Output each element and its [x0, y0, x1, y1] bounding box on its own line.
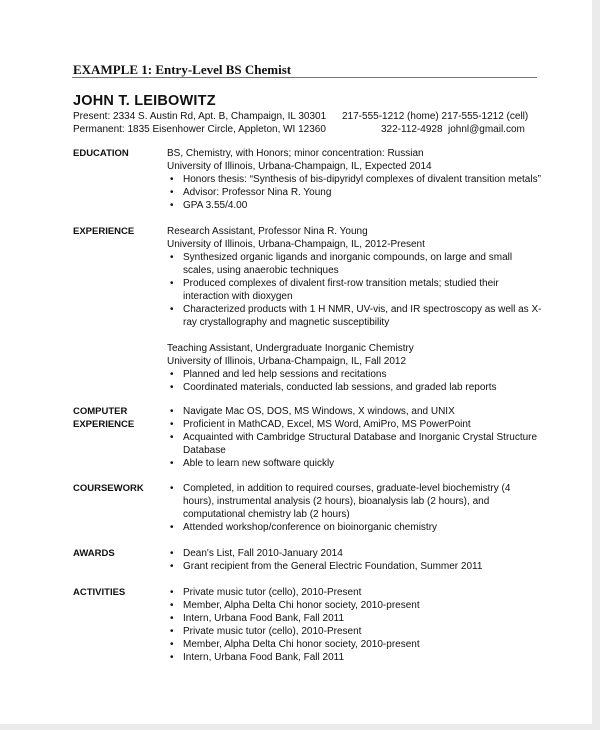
activities-label: ACTIVITIES: [73, 587, 126, 598]
experience-section: [167, 225, 542, 394]
job-bullets: [167, 251, 542, 329]
list-item: • Intern, Urbana Food Bank, Fall 2011: [167, 651, 542, 664]
education-label: EDUCATION: [73, 148, 129, 159]
education-bullets: [167, 173, 542, 212]
list-item: • Attended workshop/conference on bioinorganic chemistry: [167, 521, 542, 534]
example-title: EXAMPLE 1: Entry-Level BS Chemist: [73, 62, 292, 77]
list-item: • Private music tutor (cello), 2010-Present: [167, 625, 542, 638]
list-item: • Honors thesis: “Synthesis of bis-dipyridyl complexes of divalent transition metals”: [167, 173, 542, 186]
job-org: University of Illinois, Urbana-Champaign, IL, 2012-Present: [167, 239, 425, 250]
page-edge-bottom: [0, 724, 600, 730]
awards-bullets: [167, 547, 542, 573]
activities-section: [167, 586, 542, 664]
list-item: • Able to learn new software quickly: [167, 457, 542, 470]
list-item: • Completed, in addition to required courses, graduate-level biochemistry (4 hours), instrumental analysis (2 hours), bioanalysis lab (2 hours), and computational chemistry lab (2 hours): [167, 482, 542, 521]
job-title: Research Assistant, Professor Nina R. Young: [167, 226, 368, 237]
title-divider: [72, 77, 537, 78]
computer-experience-label: [73, 405, 134, 431]
list-item: • GPA 3.55/4.00: [167, 199, 542, 212]
list-item: • Private music tutor (cello), 2010-Present: [167, 586, 542, 599]
list-item: • Planned and led help sessions and recitations: [167, 368, 542, 381]
school-line: University of Illinois, Urbana-Champaign, IL, Expected 2014: [167, 161, 432, 172]
awards-label: AWARDS: [73, 548, 115, 559]
email-address: johnl@gmail.com: [448, 124, 525, 135]
coursework-bullets: [167, 482, 542, 534]
job-title: Teaching Assistant, Undergraduate Inorganic Chemistry: [167, 343, 414, 354]
list-item: • Advisor: Professor Nina R. Young: [167, 186, 542, 199]
present-address: Present: 2334 S. Austin Rd, Apt. B, Champaign, IL 30301: [73, 111, 327, 122]
computer-section: [167, 405, 542, 470]
coursework-section: [167, 482, 542, 534]
list-item: • Acquainted with Cambridge Structural Database and Inorganic Crystal Structure Database: [167, 431, 542, 457]
list-item: • Member, Alpha Delta Chi honor society, 2010-present: [167, 638, 542, 651]
computer-bullets: [167, 405, 542, 470]
experience-label: EXPERIENCE: [73, 226, 135, 237]
list-item: • Proficient in MathCAD, Excel, MS Word, AmiPro, MS PowerPoint: [167, 418, 542, 431]
list-item: • Intern, Urbana Food Bank, Fall 2011: [167, 612, 542, 625]
list-item: • Dean's List, Fall 2010-January 2014: [167, 547, 542, 560]
list-item: • Navigate Mac OS, DOS, MS Windows, X windows, and UNIX: [167, 405, 542, 418]
education-section: [167, 147, 542, 212]
awards-section: [167, 547, 542, 573]
label-line: EXPERIENCE: [73, 419, 135, 430]
label-line: COMPUTER: [73, 406, 128, 417]
permanent-phone: 322-112-4928: [381, 124, 443, 135]
list-item: • Synthesized organic ligands and inorganic compounds, on large and small scales, using anaerobic techniques: [167, 251, 542, 277]
present-phone: 217-555-1212 (home) 217-555-1212 (cell): [342, 111, 529, 122]
page-edge-right: [592, 0, 600, 730]
activities-bullets: [167, 586, 542, 664]
list-item: • Grant recipient from the General Electric Foundation, Summer 2011: [167, 560, 542, 573]
degree-line: BS, Chemistry, with Honors; minor concentration: Russian: [167, 148, 424, 159]
list-item: • Produced complexes of divalent first-row transition metals; studied their interaction with dioxygen: [167, 277, 542, 303]
list-item: • Coordinated materials, conducted lab sessions, and graded lab reports: [167, 381, 542, 394]
candidate-name: JOHN T. LEIBOWITZ: [73, 93, 216, 109]
job-org: University of Illinois, Urbana-Champaign, IL, Fall 2012: [167, 356, 406, 367]
list-item: • Characterized products with 1 H NMR, UV-vis, and IR spectroscopy as well as X-ray crystallography and magnetic susceptibility: [167, 303, 542, 329]
permanent-address: Permanent: 1835 Eisenhower Circle, Appleton, WI 12360: [73, 124, 326, 135]
coursework-label: COURSEWORK: [73, 483, 144, 494]
list-item: • Member, Alpha Delta Chi honor society, 2010-present: [167, 599, 542, 612]
job-bullets: [167, 368, 542, 394]
